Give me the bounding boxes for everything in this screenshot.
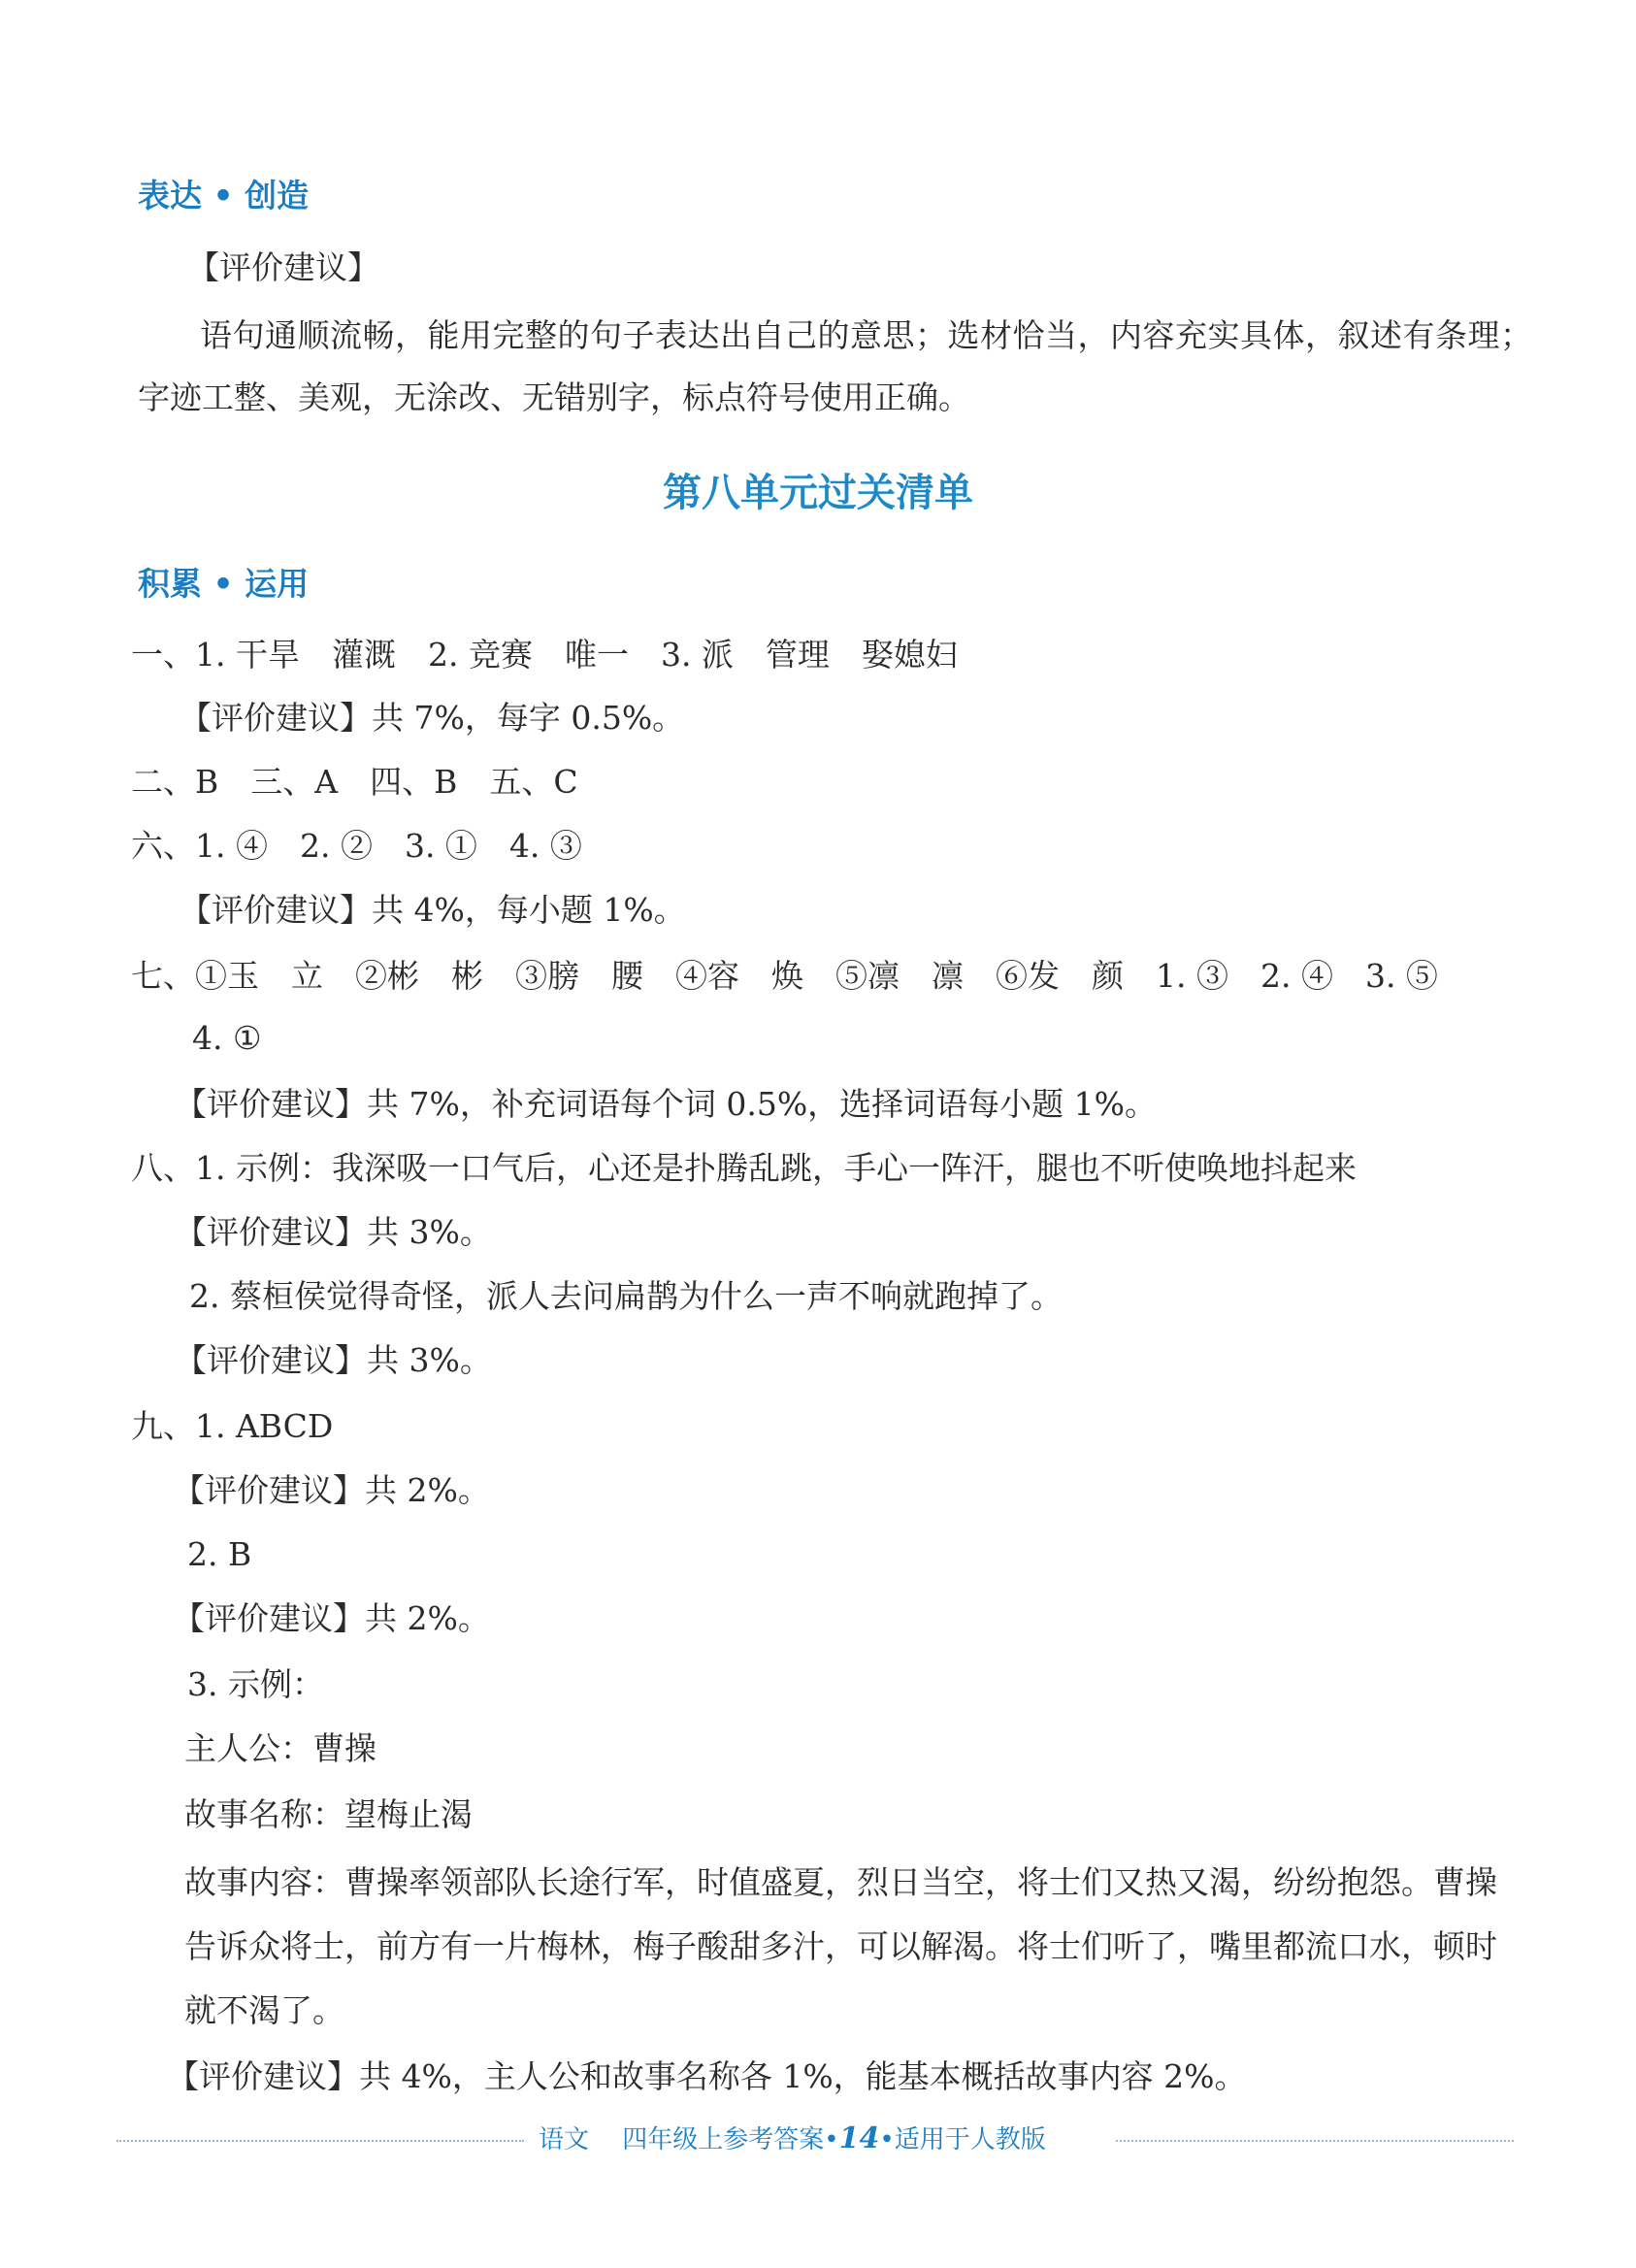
answer-line: 六、1. ④ 2. ② 3. ① 4. ③ xyxy=(131,827,582,865)
eval-line: 【评价建议】共 3%。 xyxy=(175,1213,492,1251)
page-number: 14 xyxy=(838,2121,880,2155)
answer-line: 二、B 三、A 四、B 五、C xyxy=(131,763,578,801)
answer-line: 八、1. 示例：我深吸一口气后，心还是扑腾乱跳，手心一阵汗，腿也不听使唤地抖起来 xyxy=(131,1149,1357,1187)
footer-dot: • xyxy=(824,2125,839,2154)
answer-line: 一、1. 干旱 灌溉 2. 竞赛 唯一 3. 派 管理 娶媳妇 xyxy=(131,636,958,674)
footer-rule-right xyxy=(1116,2140,1514,2142)
section-heading-accumulate: 积累 • 运用 xyxy=(138,565,310,603)
eval-line: 【评价建议】共 2%。 xyxy=(173,1471,490,1509)
footer-edition: 适用于人教版 xyxy=(894,2125,1046,2154)
eval-line: 【评价建议】共 3%。 xyxy=(175,1341,492,1379)
answer-line: 九、1. ABCD xyxy=(131,1407,334,1445)
answer-line: 2. B xyxy=(187,1535,252,1573)
answer-line: 就不渴了。 xyxy=(184,1991,344,2029)
answer-line: 故事名称：望梅止渴 xyxy=(184,1795,473,1833)
eval-line: 【评价建议】共 4%，主人公和故事名称各 1%，能基本概括故事内容 2%。 xyxy=(167,2057,1247,2095)
answer-line: 主人公：曹操 xyxy=(184,1729,376,1767)
eval-line: 【评价建议】共 2%。 xyxy=(173,1599,490,1637)
unit-title: 第八单元过关清单 xyxy=(663,470,973,515)
footer-label xyxy=(539,2122,1046,2156)
eval-line: 【评价建议】共 4%，每小题 1%。 xyxy=(180,891,686,929)
answer-line: 七、①玉 立 ②彬 彬 ③膀 腰 ④容 焕 ⑤凛 凛 ⑥发 颜 1. ③ 2. ④ 3. ⑤ xyxy=(131,957,1438,995)
footer-subject: 语文 xyxy=(539,2125,590,2154)
answer-line: 2. 蔡桓侯觉得奇怪，派人去问扁鹊为什么一声不响就跑掉了。 xyxy=(189,1277,1063,1315)
paragraph-line: 语句通顺流畅，能用完整的句子表达出自己的意思；选材恰当，内容充实具体，叙述有条理； xyxy=(200,316,1533,354)
answer-line: 3. 示例： xyxy=(187,1665,324,1703)
footer-rule-left xyxy=(116,2140,524,2142)
eval-line: 【评价建议】共 7%，补充词语每个词 0.5%，选择词语每小题 1%。 xyxy=(175,1085,1158,1123)
section-heading-express: 表达 • 创造 xyxy=(138,177,310,214)
footer-dot: • xyxy=(879,2125,895,2154)
answer-line: 故事内容：曹操率领部队长途行军，时值盛夏，烈日当空，将士们又热又渴，纷纷抱怨。曹操 xyxy=(184,1863,1497,1901)
answer-line: 4. ① xyxy=(192,1019,262,1057)
answer-line: 告诉众将士，前方有一片梅林，梅子酸甜多汁，可以解渴。将士们听了，嘴里都流口水，顿时 xyxy=(184,1927,1497,1965)
footer-book: 四年级上参考答案 xyxy=(622,2125,825,2154)
eval-line: 【评价建议】共 7%，每字 0.5%。 xyxy=(180,699,685,737)
paragraph-line: 字迹工整、美观，无涂改、无错别字，标点符号使用正确。 xyxy=(138,378,970,416)
eval-label: 【评价建议】 xyxy=(187,248,379,286)
